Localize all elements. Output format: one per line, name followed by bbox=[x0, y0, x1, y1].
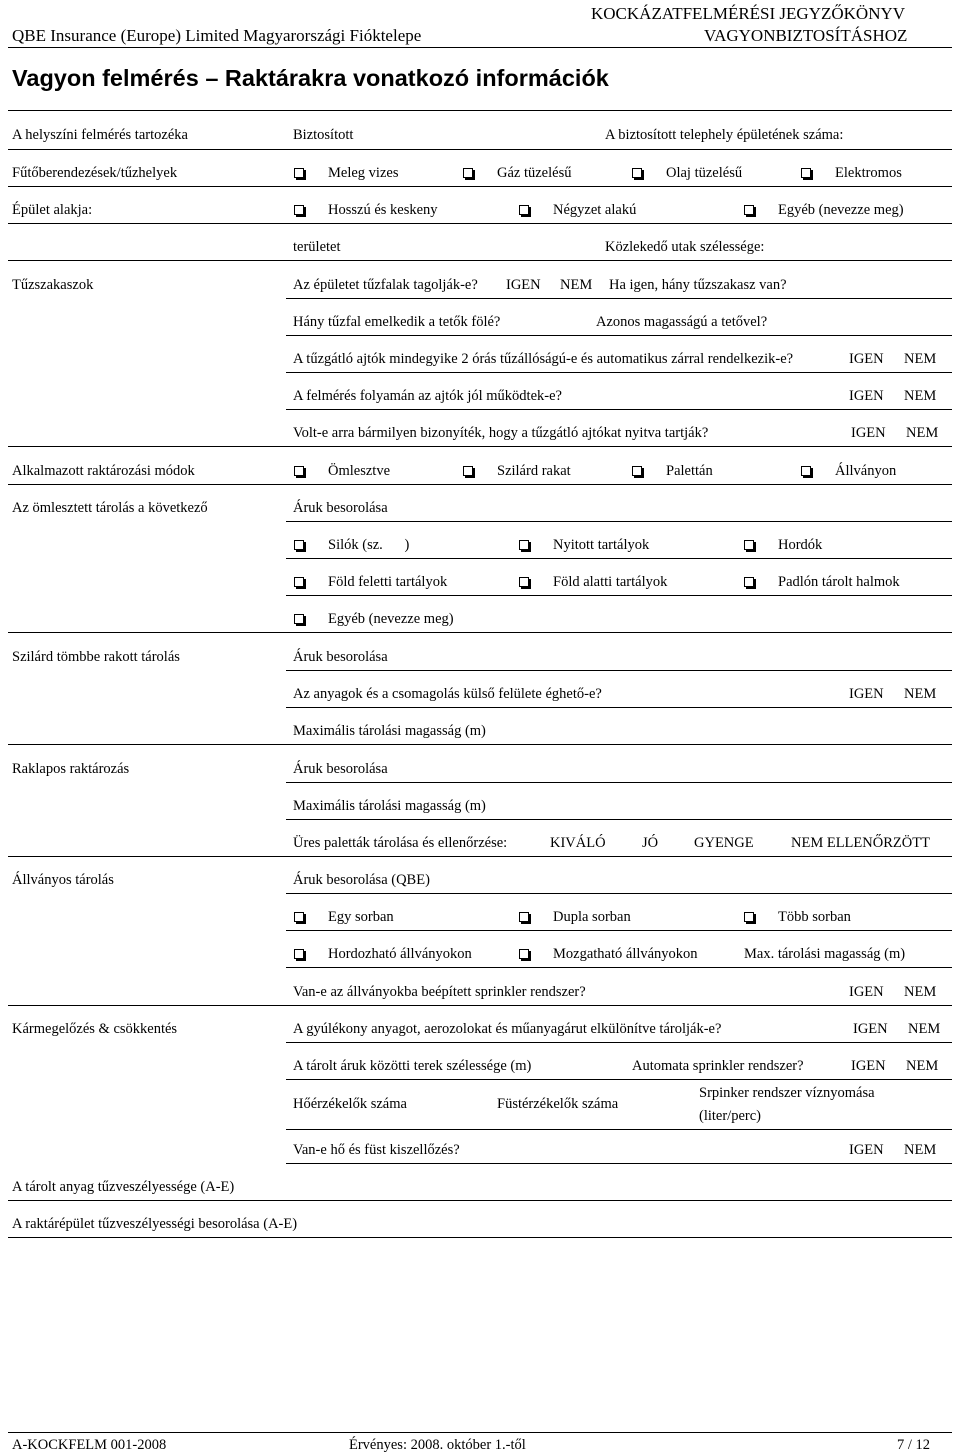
answer-yes[interactable]: IGEN bbox=[849, 1142, 884, 1158]
answer-yes[interactable]: IGEN bbox=[849, 686, 884, 702]
answer-no[interactable]: NEM bbox=[904, 984, 937, 1000]
multi-row-checkbox[interactable] bbox=[744, 912, 754, 922]
divider bbox=[286, 1042, 952, 1043]
doc-title-line-1: KOCKÁZATFELMÉRÉSI JEGYZŐKÖNYV bbox=[591, 4, 906, 23]
divider bbox=[286, 967, 952, 968]
divider bbox=[8, 1200, 952, 1201]
flammable-separation-question: A gyúlékony anyagot, aerozolokat és műanyagárut elkülönítve tárolják-e? bbox=[293, 1021, 722, 1037]
storage-option: Ömlesztve bbox=[328, 463, 391, 479]
divider bbox=[286, 298, 952, 299]
rating-not-checked[interactable]: NEM ELLENŐRZÖTT bbox=[791, 835, 930, 851]
bulk-option: Hordók bbox=[778, 537, 823, 553]
bulk-option: Föld alatti tartályok bbox=[553, 574, 668, 590]
answer-yes[interactable]: IGEN bbox=[851, 1058, 886, 1074]
heating-gas-checkbox[interactable] bbox=[463, 168, 473, 178]
shape-other-checkbox[interactable] bbox=[744, 205, 754, 215]
movable-racks-checkbox[interactable] bbox=[519, 949, 529, 959]
underground-tanks-checkbox[interactable] bbox=[519, 577, 529, 587]
bulk-option: Silók (sz. ) bbox=[328, 537, 410, 553]
answer-no[interactable]: NEM bbox=[904, 388, 937, 404]
smoke-vent-question: Van-e hő és füst kiszellőzés? bbox=[293, 1142, 460, 1158]
heating-electric-checkbox[interactable] bbox=[801, 168, 811, 178]
divider bbox=[286, 372, 952, 373]
rack-storage-label: Állványos tárolás bbox=[12, 872, 114, 888]
answer-no[interactable]: NEM bbox=[904, 686, 937, 702]
empty-pallets-label: Üres paletták tárolása és ellenőrzése: bbox=[293, 835, 508, 851]
answer-yes[interactable]: IGEN bbox=[853, 1021, 888, 1037]
aisle-width-label: A tárolt áruk közötti terek szélessége (m) bbox=[293, 1058, 532, 1074]
heating-option: Elektromos bbox=[835, 165, 902, 181]
building-shape-label: Épület alakja: bbox=[12, 202, 93, 218]
divider bbox=[8, 632, 952, 633]
sprinkler-pressure-label: Srpinker rendszer víznyomása bbox=[699, 1085, 875, 1101]
heating-hot-water-checkbox[interactable] bbox=[294, 168, 304, 178]
divider bbox=[286, 409, 952, 410]
header-rule bbox=[8, 47, 952, 48]
page-number: 7 / 12 bbox=[897, 1437, 931, 1453]
rating-good[interactable]: JÓ bbox=[642, 835, 659, 851]
divider bbox=[8, 856, 952, 857]
answer-yes[interactable]: IGEN bbox=[849, 388, 884, 404]
doors-working-question: A felmérés folyamán az ajtók jól működtek-e? bbox=[293, 388, 562, 404]
divider bbox=[286, 893, 952, 894]
answer-yes[interactable]: IGEN bbox=[849, 351, 884, 367]
rack-option: Mozgatható állványokon bbox=[553, 946, 698, 962]
divider bbox=[286, 1079, 952, 1080]
storage-rack-checkbox[interactable] bbox=[801, 466, 811, 476]
fire-doors-question: A tűzgátló ajtók mindegyike 2 órás tűzállóságú-e és automatikus zárral rendelkezik-e? bbox=[293, 351, 794, 367]
footer-rule bbox=[8, 1432, 952, 1433]
document-code: A-KOCKFELM 001-2008 bbox=[12, 1437, 167, 1453]
road-width-label: Közlekedő utak szélessége: bbox=[605, 239, 765, 255]
heat-detectors-label: Hőérzékelők száma bbox=[293, 1096, 407, 1112]
answer-no[interactable]: NEM bbox=[904, 351, 937, 367]
divider bbox=[8, 260, 952, 261]
heating-option: Meleg vizes bbox=[328, 165, 399, 181]
divider bbox=[8, 149, 952, 150]
bulk-option: Föld feletti tartályok bbox=[328, 574, 448, 590]
rack-sprinkler-question: Van-e az állványokba beépített sprinkler rendszer? bbox=[293, 984, 586, 1000]
answer-yes[interactable]: IGEN bbox=[851, 425, 886, 441]
portable-racks-checkbox[interactable] bbox=[294, 949, 304, 959]
rack-option: Több sorban bbox=[778, 909, 851, 925]
shape-option: Négyzet alakú bbox=[553, 202, 637, 218]
divider bbox=[8, 110, 952, 111]
loss-prevention-label: Kármegelőzés & csökkentés bbox=[12, 1021, 178, 1037]
goods-class-label: Áruk besorolása (QBE) bbox=[293, 872, 430, 888]
storage-modes-label: Alkalmazott raktározási módok bbox=[12, 463, 195, 479]
divider bbox=[8, 446, 952, 447]
storage-solid-checkbox[interactable] bbox=[463, 466, 473, 476]
bulk-other-checkbox[interactable] bbox=[294, 614, 304, 624]
divider bbox=[286, 930, 952, 931]
max-rack-height-label: Max. tárolási magasság (m) bbox=[744, 946, 906, 962]
rack-option: Dupla sorban bbox=[553, 909, 631, 925]
company-name: QBE Insurance (Europe) Limited Magyarországi Fióktelepe bbox=[12, 26, 422, 45]
divider bbox=[8, 484, 952, 485]
divider bbox=[8, 186, 952, 187]
shape-square-checkbox[interactable] bbox=[519, 205, 529, 215]
pallet-storage-label: Raklapos raktározás bbox=[12, 761, 130, 777]
storage-option: Palettán bbox=[666, 463, 713, 479]
auto-sprinkler-question: Automata sprinkler rendszer? bbox=[632, 1058, 804, 1074]
answer-no[interactable]: NEM bbox=[904, 1142, 937, 1158]
shape-option: Egyéb (nevezze meg) bbox=[778, 202, 904, 218]
doc-title-line-2: VAGYONBIZTOSÍTÁSHOZ bbox=[704, 26, 908, 45]
answer-no[interactable]: NEM bbox=[906, 425, 939, 441]
survey-attachment-label: A helyszíni felmérés tartozéka bbox=[12, 127, 188, 143]
rating-excellent[interactable]: KIVÁLÓ bbox=[550, 835, 606, 851]
storage-bulk-checkbox[interactable] bbox=[294, 466, 304, 476]
combustible-packaging-question: Az anyagok és a csomagolás külső felülete éghető-e? bbox=[293, 686, 602, 702]
heating-option: Gáz tüzelésű bbox=[497, 165, 572, 181]
answer-yes[interactable]: IGEN bbox=[849, 984, 884, 1000]
bulk-option: Nyitott tartályok bbox=[553, 537, 650, 553]
material-hazard-label: A tárolt anyag tűzveszélyessége (A-E) bbox=[12, 1179, 235, 1195]
goods-class-label: Áruk besorolása bbox=[293, 761, 388, 777]
barrels-checkbox[interactable] bbox=[744, 540, 754, 550]
bulk-option: Egyéb (nevezze meg) bbox=[328, 611, 454, 627]
shape-long-checkbox[interactable] bbox=[294, 205, 304, 215]
divider bbox=[8, 1005, 952, 1006]
divider bbox=[286, 707, 952, 708]
divider bbox=[286, 558, 952, 559]
answer-no[interactable]: NEM bbox=[906, 1058, 939, 1074]
divider bbox=[8, 1237, 952, 1238]
divider bbox=[286, 782, 952, 783]
rack-option: Hordozható állványokon bbox=[328, 946, 472, 962]
single-row-checkbox[interactable] bbox=[294, 912, 304, 922]
bulk-storage-label: Az ömlesztett tárolás a következő bbox=[12, 500, 208, 516]
smoke-detectors-label: Füstérzékelők száma bbox=[497, 1096, 619, 1112]
max-height-label: Maximális tárolási magasság (m) bbox=[293, 798, 486, 814]
building-hazard-label: A raktárépület tűzveszélyességi besorolása (A-E) bbox=[12, 1216, 298, 1232]
heating-option: Olaj tüzelésű bbox=[666, 165, 743, 181]
storage-option: Állványon bbox=[835, 463, 897, 479]
heating-label: Fűtőberendezések/tűzhelyek bbox=[12, 165, 178, 181]
divider bbox=[286, 670, 952, 671]
divider bbox=[286, 1129, 952, 1130]
max-height-label: Maximális tárolási magasság (m) bbox=[293, 723, 486, 739]
divider bbox=[286, 595, 952, 596]
shape-option: Hosszú és keskeny bbox=[328, 202, 438, 218]
divider bbox=[286, 819, 952, 820]
goods-class-label: Áruk besorolása bbox=[293, 649, 388, 665]
double-row-checkbox[interactable] bbox=[519, 912, 529, 922]
divider bbox=[286, 521, 952, 522]
divider bbox=[8, 744, 952, 745]
fire-section-count-question: Ha igen, hány tűzszakasz van? bbox=[609, 277, 787, 293]
solid-storage-label: Szilárd tömbbe rakott tárolás bbox=[12, 649, 180, 665]
divider bbox=[8, 223, 952, 224]
answer-no[interactable]: NEM bbox=[908, 1021, 941, 1037]
heating-oil-checkbox[interactable] bbox=[632, 168, 642, 178]
goods-class-label: Áruk besorolása bbox=[293, 500, 388, 516]
rack-option: Egy sorban bbox=[328, 909, 394, 925]
firewall-question: Az épületet tűzfalak tagolják-e? bbox=[293, 277, 478, 293]
silo-checkbox[interactable] bbox=[294, 540, 304, 550]
validity-date: Érvényes: 2008. október 1.-től bbox=[349, 1437, 526, 1453]
doors-open-question: Volt-e arra bármilyen bizonyíték, hogy a tűzgátló ajtókat nyitva tartják? bbox=[293, 425, 709, 441]
divider bbox=[286, 1163, 952, 1164]
bulk-option: Padlón tárolt halmok bbox=[778, 574, 900, 590]
floor-piles-checkbox[interactable] bbox=[744, 577, 754, 587]
sprinkler-pressure-unit: (liter/perc) bbox=[699, 1108, 761, 1124]
rating-poor[interactable]: GYENGE bbox=[694, 835, 754, 851]
open-tanks-checkbox[interactable] bbox=[519, 540, 529, 550]
insured-label: Biztosított bbox=[293, 127, 354, 143]
answer-no[interactable]: NEM bbox=[560, 277, 593, 293]
firewall-above-roof-question: Hány tűzfal emelkedik a tetők fölé? bbox=[293, 314, 501, 330]
fire-sections-label: Tűzszakaszok bbox=[12, 277, 94, 293]
page-title: Vagyon felmérés – Raktárakra vonatkozó információk bbox=[12, 65, 609, 91]
area-label: területet bbox=[293, 239, 341, 255]
storage-option: Szilárd rakat bbox=[497, 463, 571, 479]
divider bbox=[286, 335, 952, 336]
building-number-label: A biztosított telephely épületének száma: bbox=[605, 127, 844, 143]
same-height-question: Azonos magasságú a tetővel? bbox=[596, 314, 768, 330]
answer-yes[interactable]: IGEN bbox=[506, 277, 541, 293]
above-ground-tanks-checkbox[interactable] bbox=[294, 577, 304, 587]
storage-pallet-checkbox[interactable] bbox=[632, 466, 642, 476]
